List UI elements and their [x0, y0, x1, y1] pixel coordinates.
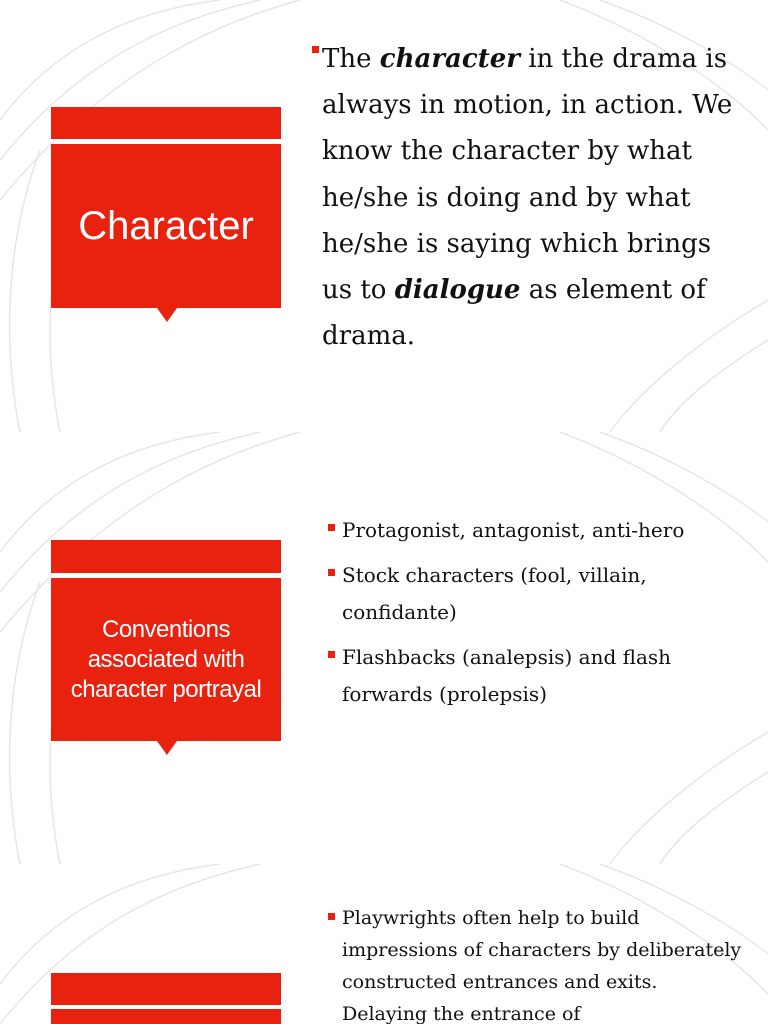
slide-3 — [0, 864, 768, 1024]
bullet-text-part: The — [322, 44, 380, 74]
bullet-item — [322, 512, 742, 549]
bullet-marker — [312, 46, 319, 53]
bullet-list — [322, 36, 742, 359]
bullet-item — [322, 557, 742, 631]
slide-title-box — [51, 578, 281, 741]
bullet-text: Flashbacks (analepsis) and flash forwards (prolepsis) — [342, 645, 672, 706]
slide-1 — [0, 0, 768, 432]
bullet-text: Playwrights often help to build impressions of characters by deliberately constructed entrances and exits. Delaying the entrance of — [342, 907, 742, 1024]
slide-title-box — [51, 144, 281, 308]
title-accent-bar — [51, 973, 281, 1005]
bullet-text-part: in the drama is always in motion, in action. We know the character by what he/she is doing and by what he/she is saying which brings us to — [322, 44, 733, 306]
slide-2 — [0, 432, 768, 864]
title-accent-bar — [51, 107, 281, 139]
slide-title: Character — [78, 203, 254, 248]
bullet-text-part: as element of drama. — [322, 275, 706, 352]
bullet-item — [322, 36, 742, 359]
bullet-list — [322, 512, 742, 713]
bullet-marker — [328, 569, 335, 576]
bullet-text-part: dialogue — [394, 275, 521, 306]
slide-title-box — [51, 1009, 281, 1024]
bullet-text-part: character — [379, 44, 520, 74]
bullet-text: Stock characters (fool, villain, confidante) — [342, 563, 647, 624]
bullet-item — [322, 639, 742, 713]
bullet-marker — [328, 651, 335, 658]
title-accent-bar — [51, 540, 281, 573]
bullet-text: Protagonist, antagonist, anti-hero — [342, 518, 685, 542]
bullet-marker — [328, 913, 335, 920]
bullet-item — [322, 902, 742, 1024]
title-pointer — [157, 741, 177, 755]
bullet-marker — [328, 524, 335, 531]
slide-title: Conventions associated with character portrayal — [70, 615, 262, 703]
bullet-list — [322, 902, 742, 1024]
title-pointer — [157, 308, 177, 322]
